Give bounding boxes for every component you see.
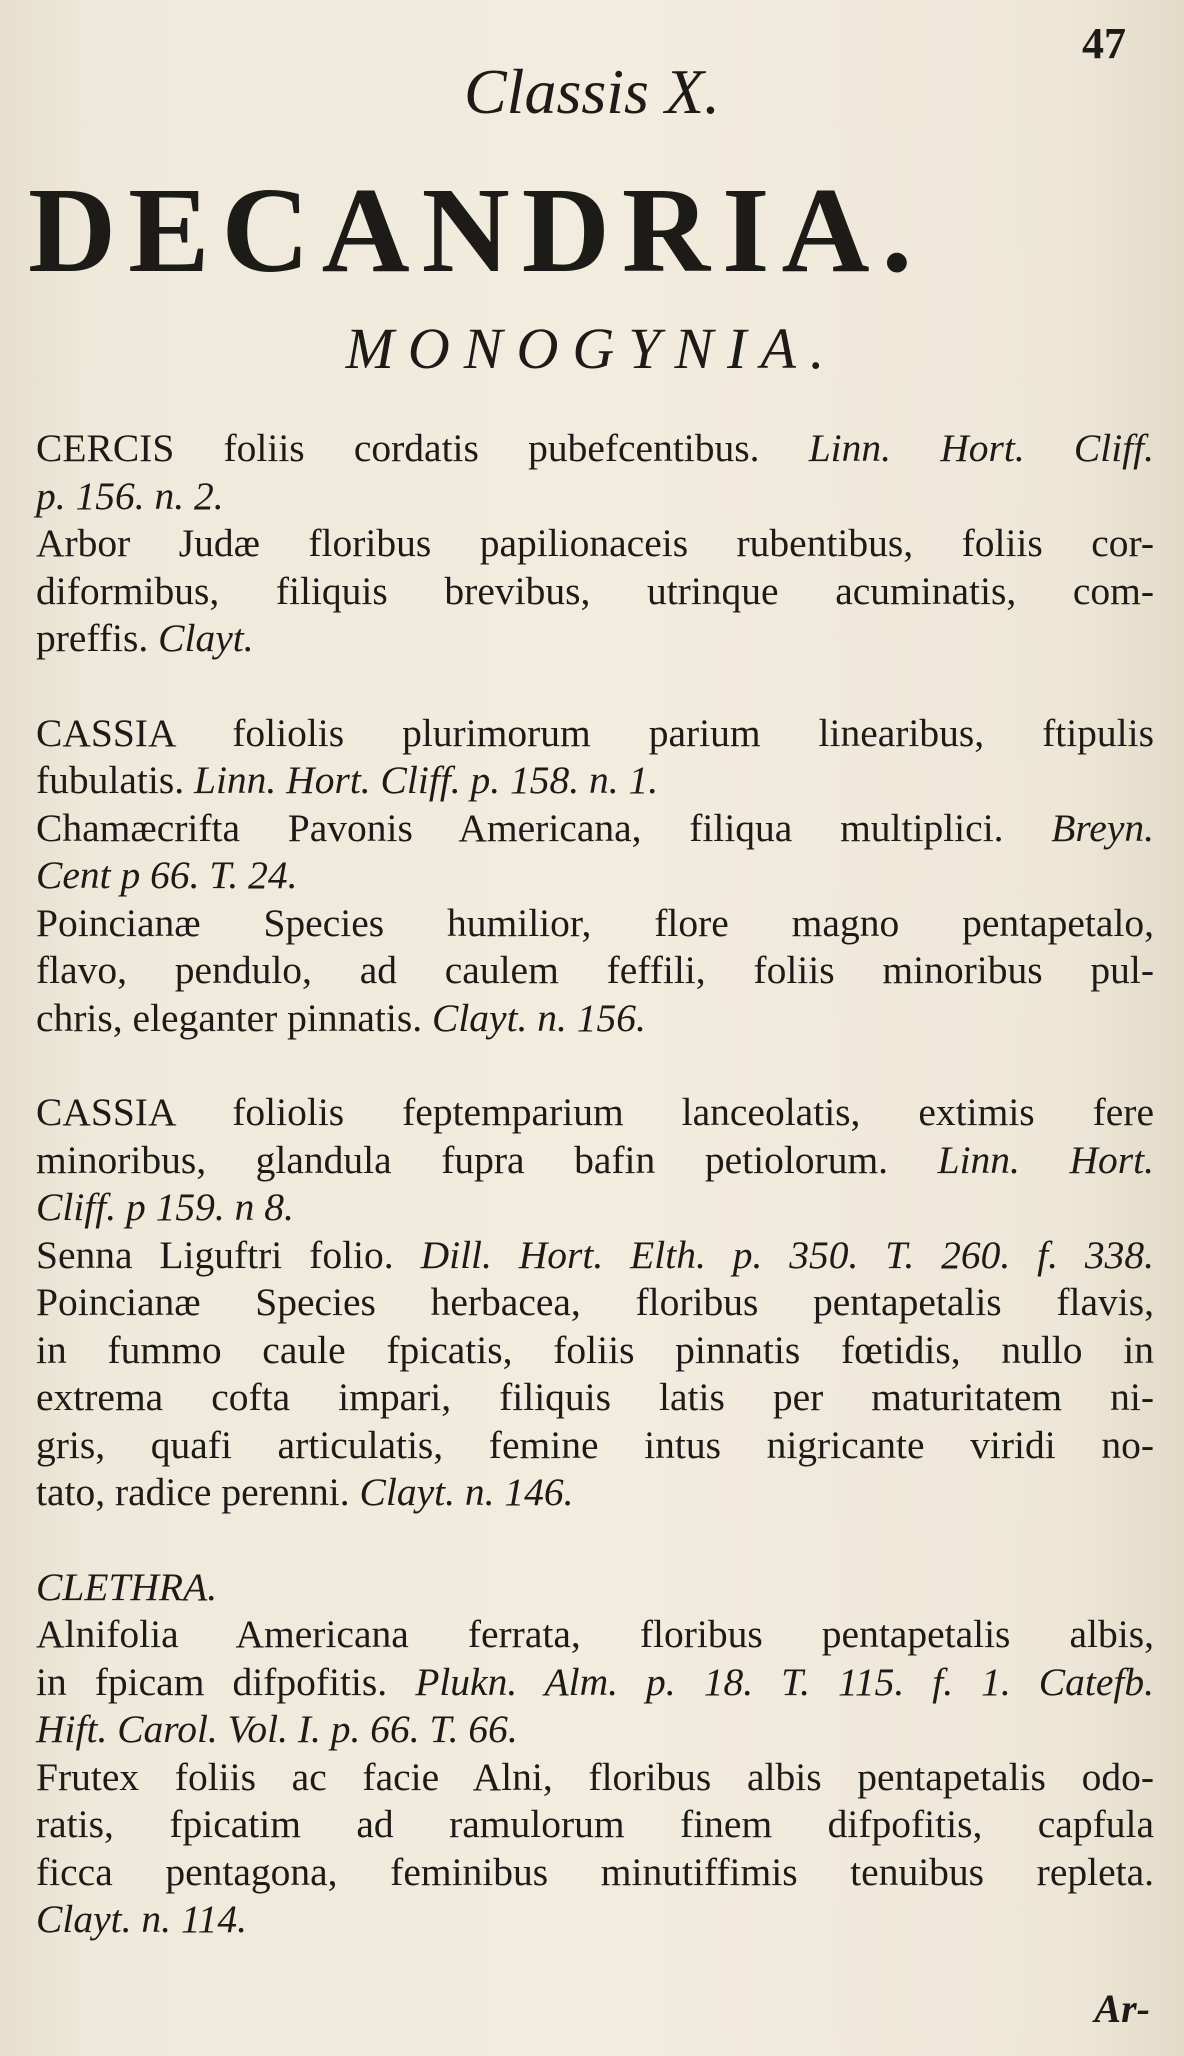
text-line [36,947,1154,995]
line-citation: Clayt. [158,616,254,660]
page-number: 47 [1082,19,1126,68]
text-line [36,425,1154,473]
line-citation: Dill. Hort. Elth. p. 350. T. 260. f. 338. [420,1232,1154,1277]
line-citation: Clayt. n. 114. [36,1897,248,1941]
line-roman: in fpicam difpofitis. [36,1659,416,1704]
line-citation: p. 156. n. 2. [36,473,224,518]
line-citation: Clayt. n. 156. [431,995,646,1040]
line-roman: Chamæcrifta Pavonis Americana, filiqua multiplici. [36,805,1052,850]
body-text [36,425,1154,1991]
text-line [36,1564,1154,1612]
line-roman: fubulatis. [36,758,194,802]
catchword: Ar- [1094,1986,1150,2031]
line-roman: Poincianæ Species herbacea, floribus pentapetalis flavis, [36,1280,1154,1324]
line-citation: Linn. Hort. Cliff. [808,426,1154,470]
text-line [36,1896,1154,1944]
line-roman: ficca pentagona, feminibus minutiffimis tenuibus repleta. [36,1849,1154,1894]
line-roman: CASSIA foliolis feptemparium lanceolatis, extimis fere [36,1090,1154,1134]
line-roman: Frutex foliis ac facie Alni, floribus albis pentapetalis odo- [36,1754,1154,1799]
catalog-entry [36,710,1154,1043]
text-line [36,1611,1154,1659]
text-line [36,1706,1154,1754]
text-line [36,1374,1154,1422]
line-roman: tato, radice perenni. [36,1470,360,1514]
text-line [36,805,1154,853]
line-roman: Alnifolia Americana ferrata, floribus pentapetalis albis, [36,1612,1154,1656]
text-line [36,1089,1154,1137]
text-line [36,995,1154,1043]
text-line [36,1849,1154,1897]
line-citation: Cent p 66. T. 24. [36,853,298,897]
line-citation: Plukn. Alm. p. 18. T. 115. f. 1. Catefb. [415,1659,1154,1704]
line-roman: Poincianæ Species humilior, flore magno pentapetalo, [36,900,1154,945]
text-line [36,1801,1154,1849]
line-citation: Breyn. [1051,805,1154,850]
line-roman: diformibus, filiquis brevibus, utrinque acuminatis, com- [36,568,1154,613]
catalog-entry [36,1564,1154,1944]
line-roman: Arbor Judæ floribus papilionaceis rubentibus, foliis cor- [36,521,1154,565]
text-line [36,1754,1154,1802]
line-roman: extrema cofta impari, filiquis latis per maturitatem ni- [36,1375,1154,1419]
line-roman: preffis. [36,616,159,660]
text-line [36,1137,1154,1185]
line-citation: Linn. Hort. Cliff. p. 158. n. 1. [193,758,659,802]
catalog-entry [36,1089,1154,1517]
line-roman: ratis, fpicatim ad ramulorum finem difpofitis, capfula [36,1802,1154,1846]
class-title: Classis X. [463,56,721,127]
line-roman: Senna Liguftri folio. [36,1232,421,1277]
line-roman: in fummo caule fpicatis, foliis pinnatis fœtidis, nullo in [36,1327,1154,1372]
text-line [36,1279,1154,1327]
line-roman: CASSIA foliolis plurimorum parium linearibus, ftipulis [36,710,1154,755]
text-line [36,757,1154,805]
line-roman: CERCIS foliis cordatis pubefcentibus. [36,426,809,470]
text-line [36,1659,1154,1707]
subtitle: MONOGYNIA. [345,316,839,381]
line-citation: Linn. Hort. [937,1137,1154,1182]
line-roman: minoribus, glandula fupra bafin petiolorum. [36,1137,938,1182]
line-citation: Hift. Carol. Vol. I. p. 66. T. 66. [36,1707,518,1751]
text-line [36,710,1154,758]
text-line [36,568,1154,616]
line-citation: Clayt. n. 146. [359,1470,574,1514]
text-line [36,1469,1154,1517]
text-line [36,852,1154,900]
line-roman: flavo, pendulo, ad caulem feffili, foliis minoribus pul- [36,948,1154,992]
text-line [36,473,1154,521]
line-roman: gris, quafi articulatis, femine intus nigricante viridi no- [36,1422,1154,1467]
line-roman: chris, eleganter pinnatis. [36,995,432,1040]
catalog-entry [36,425,1154,663]
line-citation: Cliff. p 159. n 8. [36,1185,294,1229]
text-line [36,900,1154,948]
text-line [36,1184,1154,1232]
text-line [36,1232,1154,1280]
text-line [36,1327,1154,1375]
text-line [36,1422,1154,1470]
text-line [36,520,1154,568]
main-title: DECANDRIA. [28,163,925,298]
line-citation: CLETHRA. [36,1564,218,1609]
text-line [36,615,1154,663]
